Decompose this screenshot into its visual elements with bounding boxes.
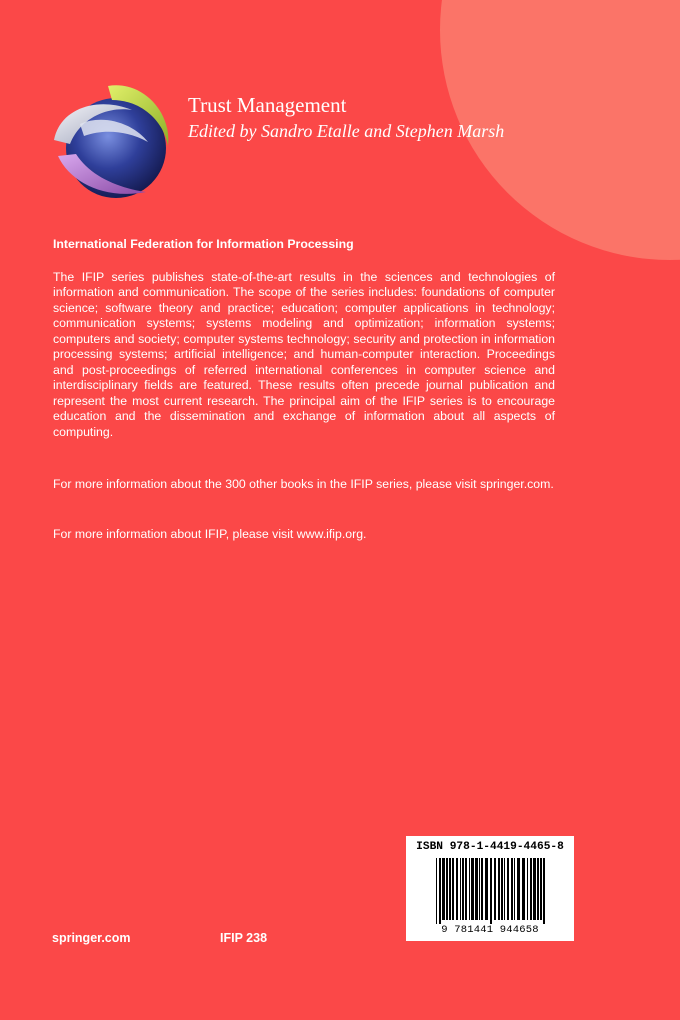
series-number: IFIP 238 — [220, 931, 268, 945]
publisher-url: springer.com — [52, 931, 131, 945]
ifip-globe-logo — [50, 78, 176, 210]
barcode-digits: 9 781441 944658 — [441, 924, 539, 936]
more-books-paragraph: For more information about the 300 other books in the IFIP series, please visit springer.com. — [53, 477, 554, 491]
book-title: Trust Management — [188, 93, 347, 117]
book-editors: Edited by Sandro Etalle and Stephen Marsh — [188, 121, 505, 141]
barcode-bars — [436, 858, 546, 924]
isbn-label: ISBN 978-1-4419-4465-8 — [416, 841, 564, 853]
ifip-info-paragraph: For more information about IFIP, please visit www.ifip.org. — [53, 527, 367, 541]
isbn-barcode — [406, 836, 574, 941]
organization-heading: International Federation for Information Processing — [53, 237, 354, 251]
description-paragraph: The IFIP series publishes state-of-the-art results in the sciences and technologies of information and communication. The scope of the series includes: foundations of computer science; software theory and practice; education; computer applications in technology; communication systems; systems modeling and optimization; information systems; computers and society; computer systems technology; security and protection in information processing systems; artificial intelligence; and human-computer interaction. Proceedings and post-proceedings of referred international conferences in computer science and interdisciplinary fields are featured. These results often precede journal publication and represent the most current research. The principal aim of the IFIP series is to encourage education and the dissemination and exchange of information about all aspects of computing. — [53, 270, 555, 439]
